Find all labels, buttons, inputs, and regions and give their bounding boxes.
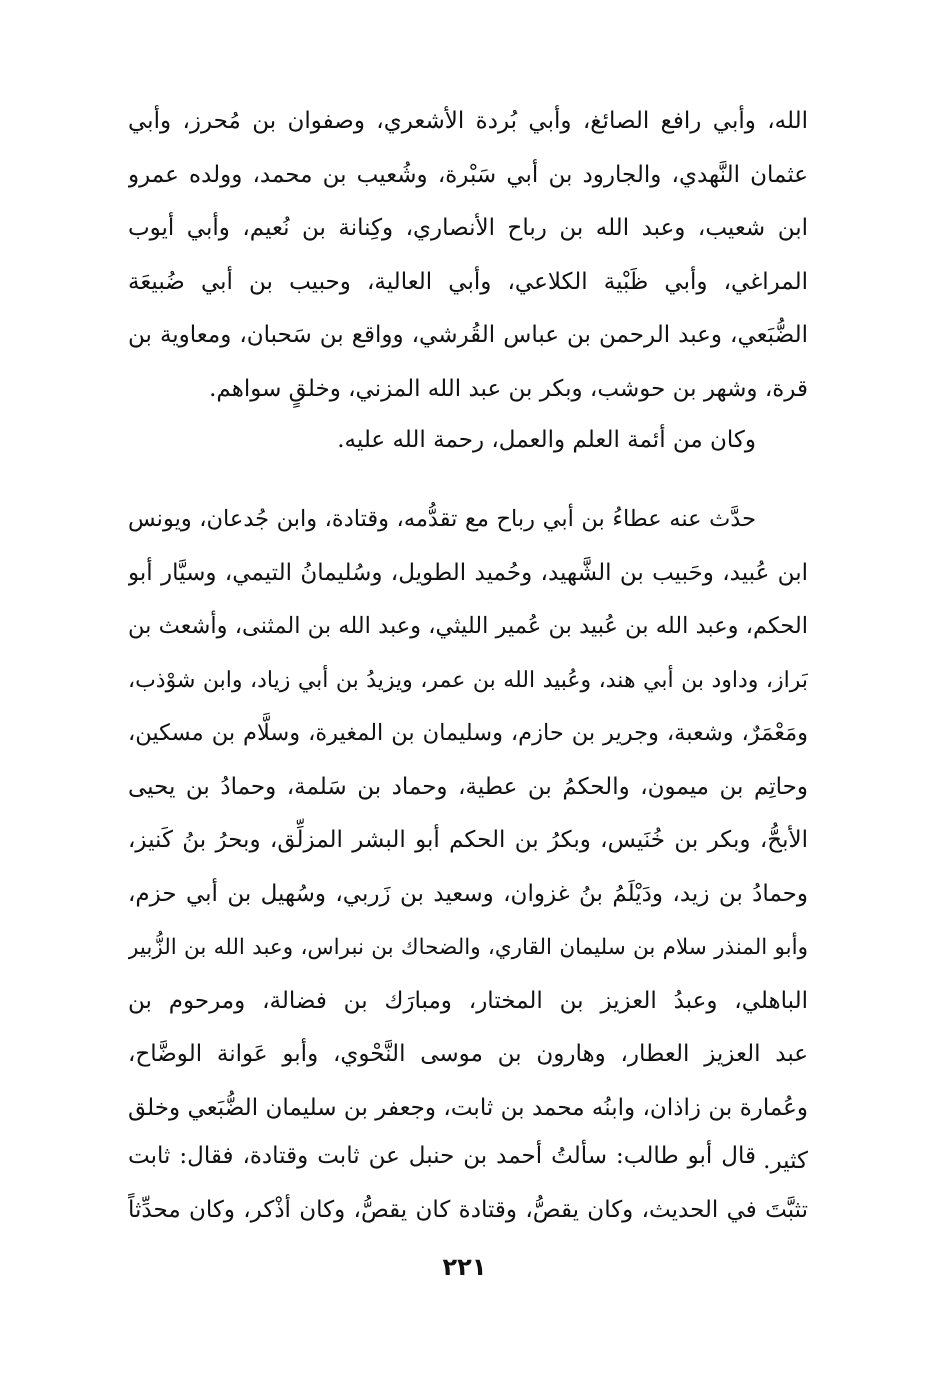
text-line: بَراز، وداود بن أبي هند، وعُبيد الله بن عمر، ويزيدُ بن أبي زياد، وابن شوْذب، (128, 667, 808, 693)
text-line: وحاتِم بن ميمون، والحكمُ بن عطية، وحماد بن سَلمة، وحمادُ بن يحيى (128, 773, 808, 800)
text-line: ابن عُبيد، وحَبيب بن الشَّهيد، وحُميد الطويل، وسُليمانُ التيمي، وسيَّار أبو (128, 559, 808, 586)
paragraph-praise (128, 414, 808, 468)
paragraph-students-list (128, 493, 808, 1189)
text-line: الضُّبَعي، وعبد الرحمن بن عباس القُرشي، وواقع بن سَحبان، ومعاوية بن (128, 322, 808, 348)
text-line: الباهلي، وعبدُ العزيز بن المختار، ومبارَك بن فضالة، ومرحوم بن (128, 987, 808, 1014)
text-line: قال أبو طالب: سألتُ أحمد بن حنبل عن ثابت وقتادة، فقال: ثابت (128, 1143, 756, 1169)
text-line: عثمان النَّهدي، والجارود بن أبي سَبْرة، وشُعيب بن محمد، وولده عمرو (128, 161, 808, 188)
text-line: وحمادُ بن زيد، ودَيْلَمُ بنُ غزوان، وسعيد بن زَربي، وسُهيل بن أبي حزم، (128, 880, 808, 907)
text-line: الأبحُّ، وبكر بن خُنَيس، وبكرُ بن الحكم أبو البشر المزلِّق، وبحرُ بنُ كَنيز، (128, 827, 808, 853)
text-line: المراغي، وأبي ظَبْية الكلاعي، وأبي العالية، وحبيب بن أبي ضُبيعَة (128, 268, 808, 295)
paragraph-narrators-list-end (128, 95, 808, 416)
paragraph-quote-abu-talib (128, 1130, 808, 1237)
text-line: قرة، وشهر بن حوشب، وبكر بن عبد الله المزني، وخلقٍ سواهم. (209, 375, 808, 402)
text-line: حدَّث عنه عطاءُ بن أبي رباح مع تقدُّمه، وقتادة، وابن جُدعان، ويونس (128, 506, 756, 532)
text-line: تثبَّتَ في الحديث، وكان يقصُّ، وقتادة كان يقصُّ، وكان أذْكر، وكان محدِّثاً (128, 1196, 808, 1223)
text-line: الحكم، وعبد الله بن عُبيد بن عُمير الليثي، وعبد الله بن المثنى، وأشعث بن (128, 613, 808, 639)
text-line: وكان من أئمة العلم والعمل، رحمة الله عليه. (337, 427, 756, 453)
text-line: وأبو المنذر سلام بن سليمان القاري، والضحاك بن نبراس، وعبد الله بن الزُّبير (128, 935, 808, 960)
text-line: وعُمارة بن زاذان، وابنُه محمد بن ثابت، وجعفر بن سليمان الضُّبَعي وخلق (128, 1094, 808, 1121)
text-line: كثير. (763, 1148, 808, 1174)
text-line: ومَعْمَرٌ، وشعبة، وجرير بن حازم، وسليمان بن المغيرة، وسلَّام بن مسكين، (128, 720, 808, 746)
text-line: ابن شعيب، وعبد الله بن رباح الأنصاري، وكِنانة بن نُعيم، وأبي أيوب (128, 215, 808, 241)
text-line: الله، وأبي رافع الصائغ، وأبي بُردة الأشعري، وصفوان بن مُحرز، وأبي (128, 108, 808, 134)
page-number: ٢٢١ (442, 1253, 487, 1281)
text-line: عبد العزيز العطار، وهارون بن موسى النَّحْوي، وأبو عَوانة الوضَّاح، (128, 1041, 808, 1067)
